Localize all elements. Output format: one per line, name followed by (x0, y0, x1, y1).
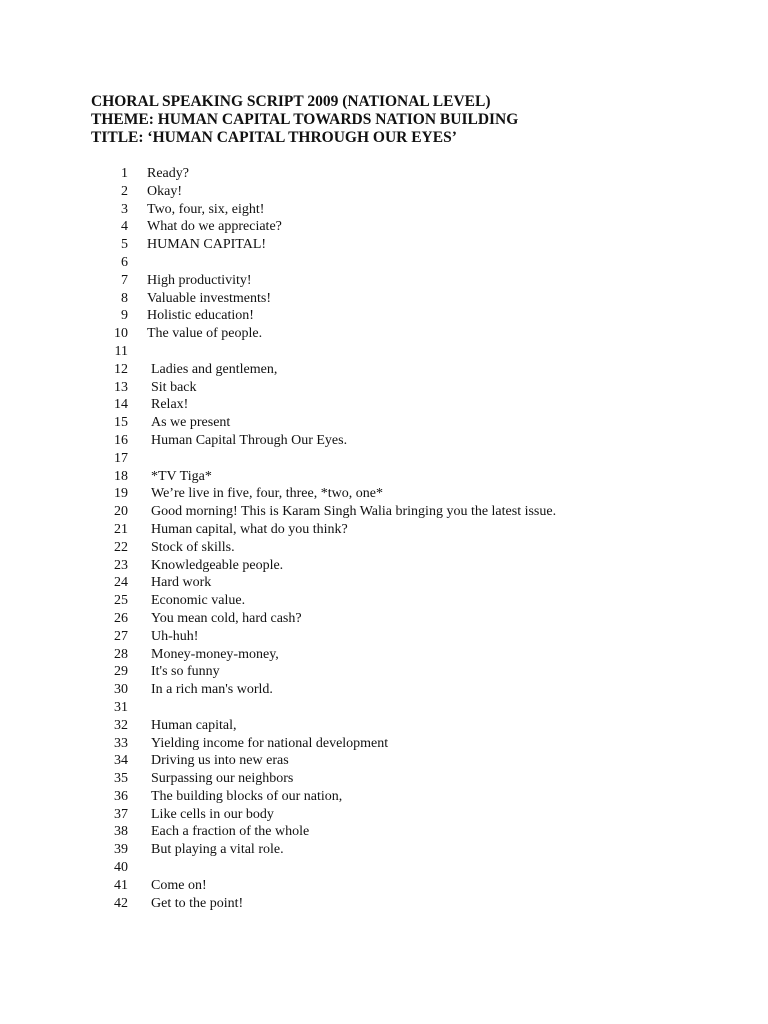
script-line (0, 735, 768, 753)
line-number: 33 (114, 735, 128, 751)
script-line (0, 503, 768, 521)
line-number: 15 (114, 415, 128, 431)
script-line (0, 859, 768, 877)
line-number: 16 (114, 432, 128, 448)
line-number: 28 (114, 646, 128, 662)
script-line (0, 432, 768, 450)
script-line (0, 574, 768, 592)
script-line (0, 841, 768, 859)
script-line (0, 788, 768, 806)
line-text: Economic value. (151, 593, 246, 609)
script-line (0, 806, 768, 824)
line-text: Driving us into new eras (151, 753, 289, 769)
line-text: Ready? (147, 166, 189, 181)
script-line (0, 468, 768, 486)
line-text: We’re live in five, four, three, *two, one* (151, 486, 383, 502)
line-text: The value of people. (147, 326, 263, 342)
line-number: 6 (121, 254, 128, 270)
line-text: What do we appreciate? (147, 219, 282, 235)
line-text: Okay! (147, 183, 182, 199)
line-number: 8 (121, 290, 128, 306)
line-text: Human capital, what do you think? (151, 521, 348, 537)
line-text: Like cells in our body (151, 806, 274, 822)
script-line (0, 699, 768, 717)
line-number: 27 (114, 628, 128, 644)
line-text: Get to the point! (151, 895, 244, 911)
line-text: Knowledgeable people. (151, 557, 284, 573)
line-number: 32 (114, 717, 128, 733)
line-number: 1 (121, 166, 128, 181)
line-number: 30 (114, 682, 128, 698)
script-line (0, 539, 768, 557)
script-line (0, 201, 768, 219)
line-number: 35 (114, 771, 128, 787)
line-number: 23 (114, 557, 128, 573)
script-lines (0, 165, 768, 912)
line-text: *TV Tiga* (151, 468, 212, 484)
script-line (0, 610, 768, 628)
line-number: 42 (114, 895, 128, 911)
line-text: Human Capital Through Our Eyes. (151, 432, 348, 448)
line-number: 20 (114, 504, 128, 520)
line-number: 37 (114, 806, 128, 822)
script-line (0, 290, 768, 308)
line-text: Sit back (151, 379, 197, 395)
line-text: Human capital, (151, 717, 237, 733)
script-line (0, 485, 768, 503)
script-line (0, 646, 768, 664)
line-text: Valuable investments! (147, 290, 272, 306)
line-text: High productivity! (147, 272, 252, 288)
line-text: Each a fraction of the whole (151, 824, 310, 840)
line-number: 38 (114, 824, 128, 840)
line-text: In a rich man's world. (151, 682, 273, 698)
line-number: 19 (114, 486, 128, 502)
line-number: 31 (114, 699, 128, 715)
script-line (0, 592, 768, 610)
line-number: 11 (114, 343, 128, 359)
script-line (0, 752, 768, 770)
line-number: 9 (121, 308, 128, 324)
line-number: 2 (121, 183, 128, 199)
script-line (0, 557, 768, 575)
script-line (0, 663, 768, 681)
script-line (0, 361, 768, 379)
line-number: 29 (114, 664, 128, 680)
line-text: You mean cold, hard cash? (151, 610, 302, 626)
line-text: Two, four, six, eight! (147, 201, 265, 217)
script-line (0, 236, 768, 254)
script-line (0, 895, 768, 913)
script-line (0, 681, 768, 699)
line-number: 12 (114, 361, 128, 377)
script-line (0, 628, 768, 646)
script-line (0, 877, 768, 895)
script-line (0, 325, 768, 343)
line-text: Uh-huh! (151, 628, 199, 644)
line-text: The building blocks of our nation, (151, 788, 343, 804)
line-text: Ladies and gentlemen, (151, 361, 278, 377)
line-number: 5 (121, 237, 128, 253)
line-number: 34 (114, 753, 128, 769)
script-line (0, 414, 768, 432)
line-number: 41 (114, 877, 128, 893)
line-text: But playing a vital role. (151, 842, 284, 858)
line-text: Yielding income for national development (151, 735, 389, 751)
line-text: Surpassing our neighbors (151, 771, 294, 787)
script-line (0, 396, 768, 414)
script-line (0, 770, 768, 788)
script-line (0, 254, 768, 272)
line-text: As we present (151, 415, 231, 431)
line-number: 22 (114, 539, 128, 555)
line-text: Hard work (151, 575, 212, 591)
line-number: 26 (114, 610, 128, 626)
line-text: Relax! (151, 397, 189, 413)
line-text: Holistic education! (147, 308, 254, 324)
line-number: 4 (121, 219, 128, 235)
line-number: 14 (114, 397, 128, 413)
line-number: 10 (114, 326, 128, 342)
line-number: 40 (114, 860, 128, 876)
script-line (0, 379, 768, 397)
line-text: It's so funny (151, 664, 220, 680)
script-line (0, 343, 768, 361)
script-line (0, 717, 768, 735)
line-number: 18 (114, 468, 128, 484)
line-text: Stock of skills. (151, 539, 235, 555)
line-number: 21 (114, 521, 128, 537)
script-line (0, 165, 768, 183)
title-heading: TITLE: ‘HUMAN CAPITAL THROUGH OUR EYES’ (91, 129, 457, 146)
script-line (0, 218, 768, 236)
document-header (91, 93, 518, 147)
line-text: Money-money-money, (151, 646, 279, 662)
script-line (0, 450, 768, 468)
line-number: 36 (114, 788, 128, 804)
theme-heading: THEME: HUMAN CAPITAL TOWARDS NATION BUILDING (91, 111, 519, 128)
line-text: Good morning! This is Karam Singh Walia bringing you the latest issue. (151, 504, 557, 520)
line-number: 13 (114, 379, 128, 395)
line-number: 24 (114, 575, 128, 591)
line-number: 25 (114, 593, 128, 609)
line-number: 3 (121, 201, 128, 217)
line-text: HUMAN CAPITAL! (147, 237, 267, 253)
line-text: Come on! (151, 877, 207, 893)
line-number: 17 (114, 450, 128, 466)
script-line (0, 307, 768, 325)
line-number: 7 (121, 272, 128, 288)
script-heading: CHORAL SPEAKING SCRIPT 2009 (NATIONAL LEVEL) (91, 93, 491, 110)
script-line (0, 183, 768, 201)
script-line (0, 521, 768, 539)
line-number: 39 (114, 842, 128, 858)
script-line (0, 272, 768, 290)
script-line (0, 823, 768, 841)
